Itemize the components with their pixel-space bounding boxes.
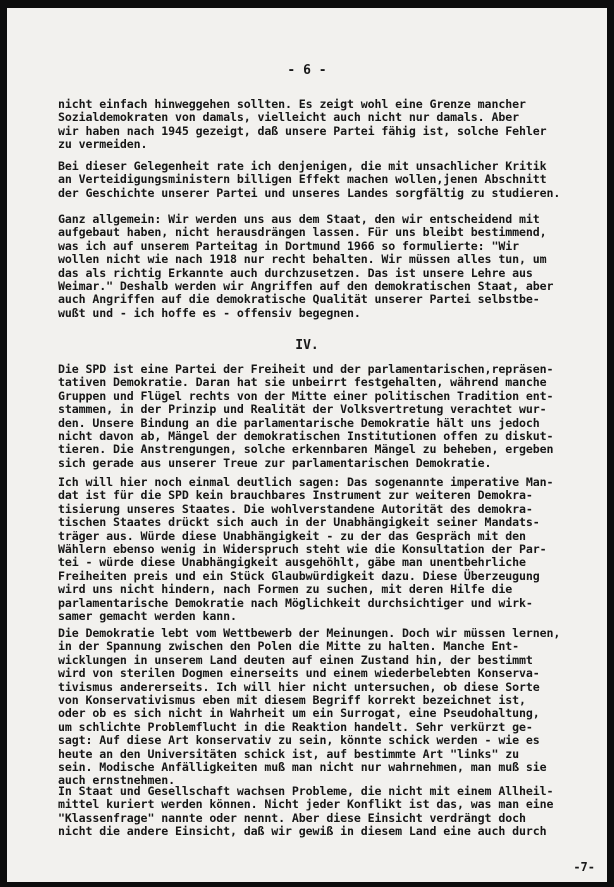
text-line: in der Spannung zwischen den Polen die Mitte zu halten. Manche Ent- bbox=[58, 639, 519, 654]
text-line: sich gerade aus unserer Treue zur parlamentarischen Demokratie. bbox=[58, 455, 492, 470]
text-line: sagt: Auf diese Art konservativ zu sein, könnte schick werden - wie es bbox=[58, 733, 540, 748]
scan-border bbox=[0, 0, 7, 887]
text-line: dat ist für die SPD kein brauchbares Instrument zur weiteren Demokra- bbox=[58, 488, 533, 503]
text-line: wir haben nach 1945 gezeigt, daß unsere Partei fähig ist, solche Fehler bbox=[58, 123, 547, 138]
text-line: nicht davon ab, Mängel der demokratischen Institutionen offen zu diskut- bbox=[58, 429, 554, 443]
text-line: von Konservativismus eben mit diesem Begriff korrekt bezeichnet ist, bbox=[58, 693, 526, 707]
text-line: oder ob es sich nicht in Wahrheit um ein Surrogat, eine Pseudohaltung, bbox=[58, 706, 540, 721]
text-line: an Verteidigungsministern billigen Effekt machen wollen,jenen Abschnitt bbox=[58, 172, 547, 187]
next-page-marker: -7- bbox=[573, 860, 595, 874]
text-line: um schlichte Problemflucht in die Reaktion handelt. Sehr verkürzt ge- bbox=[58, 719, 533, 734]
text-line: das als richtig Erkannte auch durchzusetzen. Das ist unsere Lehre aus bbox=[58, 265, 533, 280]
text-line: Die SPD ist eine Partei der Freiheit und der parlamentarischen,repräsen- bbox=[58, 362, 554, 376]
document-body bbox=[7, 8, 607, 882]
text-line: In Staat und Gesellschaft wachsen Probleme, die nicht mit einem Allheil- bbox=[58, 784, 554, 798]
text-line: "Klassenfrage" nannte oder nennt. Aber diese Einsicht verdrängt doch bbox=[58, 810, 526, 825]
text-line: Die Demokratie lebt vom Wettbewerb der Meinungen. Doch wir müssen lernen, bbox=[58, 626, 561, 640]
text-line: tei - würde diese Unabhängigkeit ausgehöhlt, gäbe man unentbehrliche bbox=[58, 555, 526, 570]
text-line: wußt und - ich hoffe es - offensiv begegnen. bbox=[58, 305, 361, 320]
text-line: Ich will hier noch einmal deutlich sagen: Das sogenannte imperative Man- bbox=[58, 475, 554, 489]
text-line: Sozialdemokraten von damals, vielleicht auch nicht nur damals. Aber bbox=[58, 110, 519, 125]
text-line: tieren. Die Anstrengungen, solche erkennbaren Mängel zu beheben, ergeben bbox=[58, 442, 554, 457]
text-line: Ganz allgemein: Wir werden uns aus dem Staat, den wir entscheidend mit bbox=[58, 212, 540, 226]
text-line: Wählern ebenso wenig in Widerspruch steht wie die Konsultation der Par- bbox=[58, 542, 547, 556]
text-line: heute an den Universitäten schick ist, auf bestimmte Art "links" zu bbox=[58, 746, 519, 761]
document-page bbox=[7, 8, 607, 882]
text-line: tativen Demokratie. Daran hat sie unbeirrt festgehalten, während manche bbox=[58, 375, 547, 390]
text-line: mittel kuriert werden können. Nicht jeder Konflikt ist das, was man eine bbox=[58, 797, 554, 812]
text-line: was ich auf unserem Parteitag in Dortmund 1966 so formulierte: "Wir bbox=[58, 238, 519, 253]
text-line: träger aus. Würde diese Unabhängigkeit - zu der das Gespräch mit den bbox=[58, 528, 526, 543]
section-heading: IV. bbox=[295, 338, 319, 353]
text-line: Gruppen und Flügel rechts von der Mitte einer politischen Tradition ent- bbox=[58, 388, 554, 403]
text-line: wird uns nicht hindern, nach Formen zu suchen, mit deren Hilfe die bbox=[58, 582, 513, 597]
text-line: stammen, in der Prinzip und Realität der Volksvertretung verachtet wur- bbox=[58, 402, 547, 417]
text-line: Weimar." Deshalb werden wir Angriffen auf den demokratischen Staat, aber bbox=[58, 279, 554, 293]
text-line: wicklungen in unserem Land deuten auf einen Zustand hin, der bestimmt bbox=[58, 652, 533, 667]
text-line: zu vermeiden. bbox=[58, 137, 148, 152]
text-line: auch ernstnehmen. bbox=[58, 773, 175, 788]
text-line: tischen Staates drückt sich auch in der Unabhängigkeit seiner Mandats- bbox=[58, 515, 540, 530]
text-line: nicht einfach hinweggehen sollten. Es zeigt wohl eine Grenze mancher bbox=[58, 97, 526, 111]
text-line: der Geschichte unserer Partei und unseres Landes sorgfältig zu studieren. bbox=[58, 185, 561, 200]
page-number: - 6 - bbox=[287, 63, 327, 78]
text-line: den. Unsere Bindung an die parlamentarische Demokratie hält uns jedoch bbox=[58, 415, 540, 430]
text-line: nicht die andere Einsicht, daß wir gewiß in diesem Land eine auch durch bbox=[58, 824, 547, 839]
text-line: Bei dieser Gelegenheit rate ich denjenigen, die mit unsachlicher Kritik bbox=[58, 159, 547, 173]
text-line: parlamentarische Demokratie nach Möglichkeit durchsichtiger und wirk- bbox=[58, 595, 533, 610]
text-line: wollen nicht wie nach 1918 nur recht behalten. Wir müssen alles tun, um bbox=[58, 252, 547, 267]
text-line: auch Angriffen auf die demokratische Qualität unserer Partei selbstbe- bbox=[58, 292, 540, 307]
text-line: tivismus andererseits. Ich will hier nicht untersuchen, ob diese Sorte bbox=[58, 679, 540, 694]
text-line: aufgebaut haben, nicht herausdrängen lassen. Für uns bleibt bestimmend, bbox=[58, 225, 547, 240]
text-line: Freiheiten preis und ein Stück Glaubwürdigkeit dazu. Diese Überzeugung bbox=[58, 568, 540, 583]
text-line: sein. Modische Anfälligkeiten muß man nicht nur wahrnehmen, man muß sie bbox=[58, 760, 547, 774]
text-line: tisierung unseres Staates. Die wohlverstandene Autorität des demokra- bbox=[58, 501, 533, 516]
text-line: samer gemacht werden kann. bbox=[58, 609, 237, 623]
text-line: wird von sterilen Dogmen einerseits und einem wiederbelebten Konserva- bbox=[58, 666, 540, 681]
